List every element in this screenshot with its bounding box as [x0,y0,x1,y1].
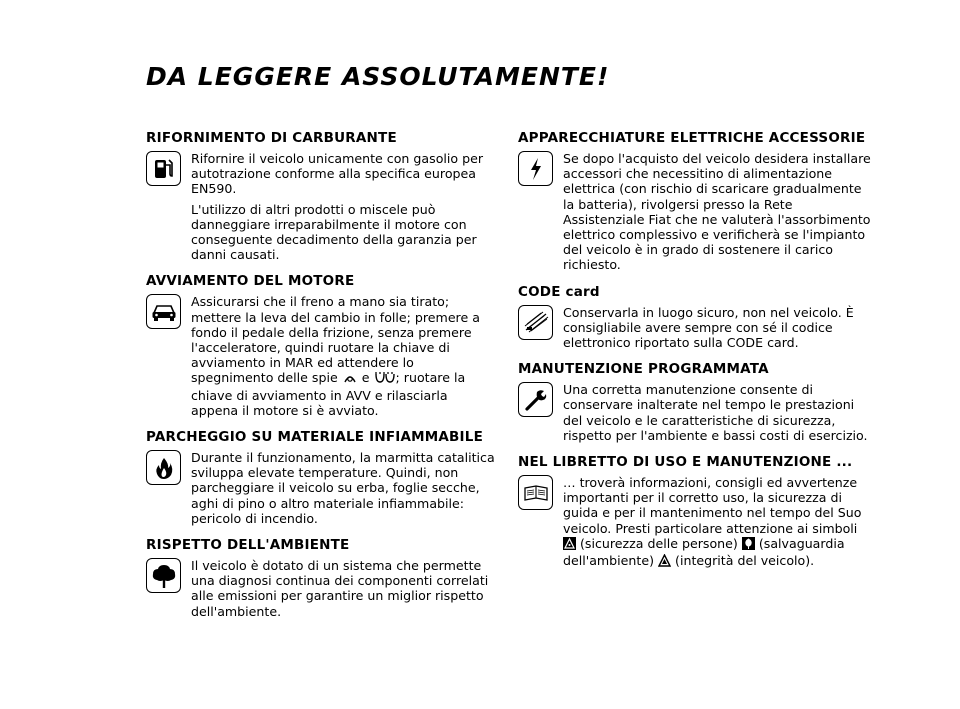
start-text-c: ; [395,370,400,386]
tree-icon [146,558,181,593]
manual-text [563,475,874,570]
person-safety-icon [563,537,576,553]
fuel-text-2: L'utilizzo di altri prodotti o miscele può danneggiare irreparabilmente il motore con conseguente decadimento della garanzia per danni causati. [191,201,477,263]
section-title-start: AVVIAMENTO DEL MOTORE [146,273,355,290]
manual-text-b: (sicurezza delle persone) [580,535,738,551]
fuel-text-1: Rifornire il veicolo unicamente con gasolio per autotrazione conforme alla specifica europea EN590. [191,151,484,197]
section-title-parking: PARCHEGGIO SU MATERIALE INFIAMMABILE [146,429,483,446]
fuel-pump-icon [146,151,181,186]
left-column [146,130,496,630]
section-fuel [146,130,496,267]
electrical-text: Se dopo l'acquisto del veicolo desidera installare accessori che necessitino di alimentazione elettrica (con rischio di scaricare gradualmente la batteria), rivolgersi presso la Rete Assistenziale Fiat che ne valuterà l'assorbimento elettrico complessivo e verificherà se l'impianto del veicolo è in grado di sostenere il carico richiesto. [563,151,871,273]
section-electrical [518,130,874,278]
section-maintenance [518,361,874,448]
page-title: DA LEGGERE ASSOLUTAMENTE! [146,62,610,91]
preheat-warning-icon [374,370,396,387]
lightning-icon [518,151,553,186]
maintenance-text: Una corretta manutenzione consente di conservare inalterate nel tempo le prestazioni del veicolo e le caratteristiche di sicurezza, rispetto per l'ambiente e bassi costi di esercizio. [563,382,868,443]
car-icon [146,294,181,329]
section-start [146,273,496,423]
section-title-code: CODE card [518,283,600,300]
start-text-a: Assicurarsi che il freno a mano sia tirato; mettere la leva del cambio in folle; premere a fondo il pedale della frizione, senza premere l'acceleratore, quindi ruotare la chiave di avviamento in MAR ed attendere lo spegnimento delle spie [191,294,480,386]
wrench-icon [518,382,553,417]
manual-text-c: (salvaguardia dell'ambiente) [563,535,845,569]
book-icon [518,475,553,510]
section-title-environment: RISPETTO DELL'AMBIENTE [146,537,350,554]
right-column [518,130,874,581]
section-title-manual: NEL LIBRETTO DI USO E MANUTENZIONE ... [518,454,853,471]
section-title-electrical: APPARECCHIATURE ELETTRICHE ACCESSORIE [518,130,866,146]
start-text-b: e [361,370,370,386]
environment-safeguard-icon [742,537,755,553]
code-text: Conservarla in luogo sicuro, non nel veicolo. È consigliabile avere sempre con sé il codice elettronico riportato sulla CODE card. [563,304,854,351]
manual-text-d: (integrità del veicolo). [675,553,815,569]
environment-text: Il veicolo è dotato di un sistema che permette una diagnosi continua dei componenti correlati alle emissioni per garantire un miglior rispetto dell'ambiente. [191,558,489,619]
section-environment [146,537,496,624]
card-icon [518,305,553,340]
start-text [191,294,496,418]
section-code [518,284,874,356]
vehicle-integrity-icon [658,554,671,570]
start-text-d: ruotare la chiave di avviamento in AVV e rilasciarla appena il motore si è avviato. [191,370,466,418]
parking-text: Durante il funzionamento, la marmitta catalitica sviluppa elevate temperature. Quindi, non parcheggiare il veicolo su erba, foglie secche, aghi di pino o altro materiale infiammabile: pericolo di incendio. [191,450,495,526]
section-parking [146,429,496,531]
glow-plug-warning-icon [342,370,358,387]
manual-text-a: … troverà informazioni, consigli ed avvertenze importanti per il corretto uso, la sicurezza di guida e per il mantenimento nel tempo del Suo veicolo. Presti particolare attenzione ai simboli [563,475,862,536]
section-title-fuel: RIFORNIMENTO DI CARBURANTE [146,130,397,146]
flame-icon [146,450,181,485]
section-manual [518,454,874,575]
section-title-maintenance: MANUTENZIONE PROGRAMMATA [518,361,769,378]
